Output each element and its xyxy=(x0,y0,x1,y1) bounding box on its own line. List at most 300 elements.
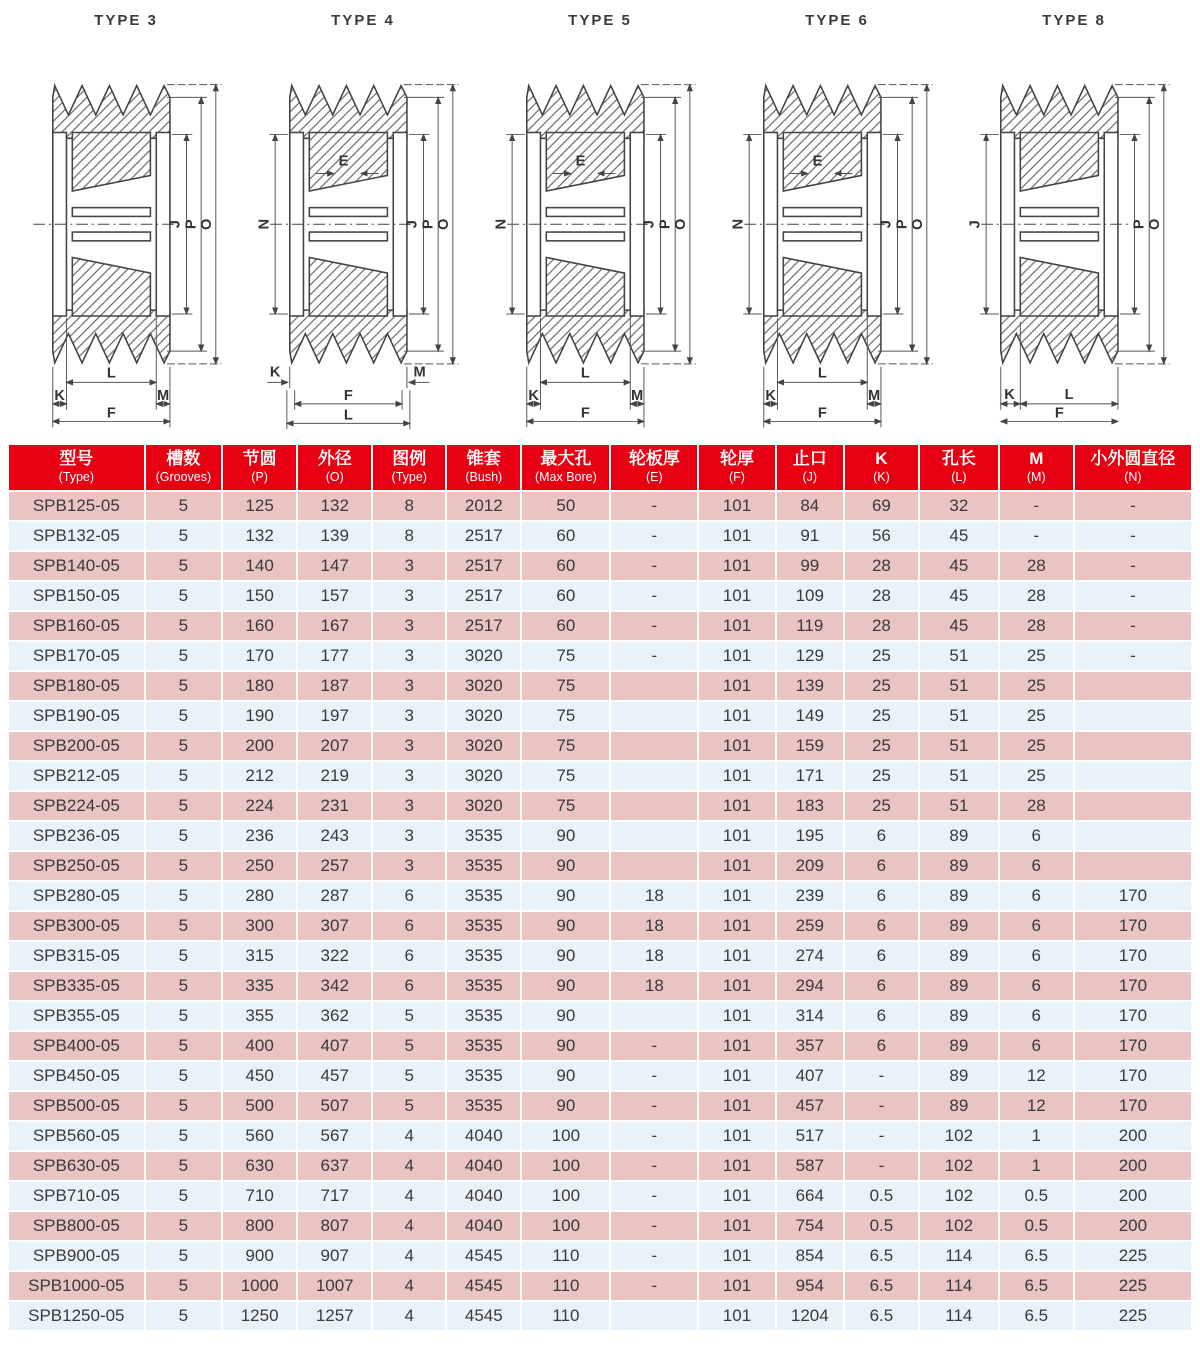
table-row xyxy=(9,762,1191,790)
cell-j: 754 xyxy=(777,1212,843,1240)
cell-model: SPB355-05 xyxy=(9,1002,144,1030)
cell-n: - xyxy=(1075,492,1191,520)
cell-bush: 3535 xyxy=(447,852,520,880)
cell-model: SPB500-05 xyxy=(9,1092,144,1120)
cell-bush: 4545 xyxy=(447,1272,520,1300)
cell-n: - xyxy=(1075,552,1191,580)
cell-f: 101 xyxy=(699,942,774,970)
cell-fig: 4 xyxy=(373,1122,445,1150)
diagram-type4 xyxy=(247,4,479,439)
col-header-e: 轮板厚 (E) xyxy=(611,445,697,490)
cell-p: 224 xyxy=(223,792,296,820)
cell-o: 231 xyxy=(298,792,371,820)
cell-j: 91 xyxy=(777,522,843,550)
svg-text:O: O xyxy=(435,218,452,230)
cell-f: 101 xyxy=(699,1212,774,1240)
cell-k: 56 xyxy=(845,522,918,550)
svg-text:M: M xyxy=(413,364,426,381)
table-row xyxy=(9,972,1191,1000)
cell-m: 25 xyxy=(1000,642,1073,670)
cell-bush: 3020 xyxy=(447,642,520,670)
cell-k: 25 xyxy=(845,642,918,670)
cell-n xyxy=(1075,672,1191,700)
cell-o: 287 xyxy=(298,882,371,910)
cell-p: 800 xyxy=(223,1212,296,1240)
cell-bush: 4545 xyxy=(447,1302,520,1330)
cell-e: - xyxy=(611,1212,697,1240)
cell-e xyxy=(611,702,697,730)
cell-model: SPB200-05 xyxy=(9,732,144,760)
cell-fig: 3 xyxy=(373,672,445,700)
cell-fig: 3 xyxy=(373,732,445,760)
svg-text:P: P xyxy=(183,219,200,230)
cell-k: 0.5 xyxy=(845,1182,918,1210)
table-row xyxy=(9,582,1191,610)
cell-bush: 3020 xyxy=(447,732,520,760)
cell-f: 101 xyxy=(699,792,774,820)
cell-bush: 4040 xyxy=(447,1122,520,1150)
cell-p: 212 xyxy=(223,762,296,790)
cell-n: 200 xyxy=(1075,1182,1191,1210)
cell-model: SPB180-05 xyxy=(9,672,144,700)
cell-e: - xyxy=(611,492,697,520)
cell-bush: 3535 xyxy=(447,972,520,1000)
cell-n: 170 xyxy=(1075,1092,1191,1120)
svg-text:L: L xyxy=(1064,386,1074,403)
cell-grooves: 5 xyxy=(146,852,221,880)
cell-f: 101 xyxy=(699,1002,774,1030)
cell-j: 357 xyxy=(777,1032,843,1060)
cell-l: 114 xyxy=(920,1242,998,1270)
table-row xyxy=(9,522,1191,550)
cell-f: 101 xyxy=(699,702,774,730)
cell-p: 150 xyxy=(223,582,296,610)
cell-max_bore: 60 xyxy=(522,522,609,550)
cell-grooves: 5 xyxy=(146,672,221,700)
svg-text:O: O xyxy=(1146,218,1163,230)
cell-l: 89 xyxy=(920,822,998,850)
cell-p: 140 xyxy=(223,552,296,580)
cell-e xyxy=(611,822,697,850)
diagram-title: TYPE 8 xyxy=(1042,12,1106,29)
cell-f: 101 xyxy=(699,1182,774,1210)
cell-m: 6 xyxy=(1000,912,1073,940)
diagram-title: TYPE 6 xyxy=(805,12,869,29)
cell-j: 84 xyxy=(777,492,843,520)
cell-k: 6.5 xyxy=(845,1302,918,1330)
cell-p: 200 xyxy=(223,732,296,760)
cell-grooves: 5 xyxy=(146,1092,221,1120)
cell-bush: 3020 xyxy=(447,792,520,820)
cell-fig: 4 xyxy=(373,1152,445,1180)
cell-m: - xyxy=(1000,522,1073,550)
cell-grooves: 5 xyxy=(146,762,221,790)
cell-p: 160 xyxy=(223,612,296,640)
cell-n: 200 xyxy=(1075,1212,1191,1240)
svg-text:P: P xyxy=(420,219,437,230)
diagram-type8 xyxy=(958,4,1190,439)
svg-text:J: J xyxy=(167,220,184,229)
cell-f: 101 xyxy=(699,912,774,940)
cell-fig: 4 xyxy=(373,1182,445,1210)
cell-j: 587 xyxy=(777,1152,843,1180)
svg-text:N: N xyxy=(730,218,747,230)
cell-f: 101 xyxy=(699,1302,774,1330)
cell-max_bore: 90 xyxy=(522,822,609,850)
cell-m: 0.5 xyxy=(1000,1212,1073,1240)
cell-m: 12 xyxy=(1000,1092,1073,1120)
table-row xyxy=(9,822,1191,850)
cell-f: 101 xyxy=(699,1032,774,1060)
cell-e: - xyxy=(611,522,697,550)
svg-text:K: K xyxy=(54,387,65,404)
cell-p: 125 xyxy=(223,492,296,520)
cell-model: SPB300-05 xyxy=(9,912,144,940)
cell-grooves: 5 xyxy=(146,912,221,940)
cell-model: SPB335-05 xyxy=(9,972,144,1000)
cell-grooves: 5 xyxy=(146,942,221,970)
cell-grooves: 5 xyxy=(146,702,221,730)
table-row xyxy=(9,1092,1191,1120)
cell-n: 170 xyxy=(1075,1032,1191,1060)
cell-o: 362 xyxy=(298,1002,371,1030)
svg-text:E: E xyxy=(338,153,349,170)
cell-fig: 3 xyxy=(373,642,445,670)
cell-k: 25 xyxy=(845,672,918,700)
cell-e xyxy=(611,852,697,880)
table-row xyxy=(9,1122,1191,1150)
cell-e: 18 xyxy=(611,942,697,970)
cell-m: 6 xyxy=(1000,972,1073,1000)
cell-j: 274 xyxy=(777,942,843,970)
cell-m: 25 xyxy=(1000,672,1073,700)
table-row xyxy=(9,732,1191,760)
cell-e: - xyxy=(611,1062,697,1090)
svg-text:P: P xyxy=(1131,219,1148,230)
cell-m: 12 xyxy=(1000,1062,1073,1090)
cell-grooves: 5 xyxy=(146,1242,221,1270)
pulley-drawing-type4 xyxy=(253,29,473,439)
cell-l: 51 xyxy=(920,762,998,790)
cell-model: SPB710-05 xyxy=(9,1182,144,1210)
cell-j: 954 xyxy=(777,1272,843,1300)
cell-max_bore: 110 xyxy=(522,1302,609,1330)
cell-model: SPB1000-05 xyxy=(9,1272,144,1300)
cell-model: SPB1250-05 xyxy=(9,1302,144,1330)
cell-f: 101 xyxy=(699,672,774,700)
cell-fig: 4 xyxy=(373,1302,445,1330)
cell-l: 89 xyxy=(920,972,998,1000)
table-row xyxy=(9,1062,1191,1090)
table-row xyxy=(9,702,1191,730)
cell-m: 1 xyxy=(1000,1152,1073,1180)
cell-bush: 3535 xyxy=(447,1062,520,1090)
cell-model: SPB212-05 xyxy=(9,762,144,790)
cell-max_bore: 75 xyxy=(522,792,609,820)
cell-e: - xyxy=(611,1182,697,1210)
cell-max_bore: 110 xyxy=(522,1272,609,1300)
svg-text:K: K xyxy=(528,387,539,404)
cell-e: - xyxy=(611,1122,697,1150)
col-header-pitch: 节圆 (P) xyxy=(223,445,296,490)
cell-e: - xyxy=(611,1092,697,1120)
cell-f: 101 xyxy=(699,492,774,520)
cell-p: 400 xyxy=(223,1032,296,1060)
cell-max_bore: 100 xyxy=(522,1152,609,1180)
cell-fig: 6 xyxy=(373,972,445,1000)
cell-model: SPB236-05 xyxy=(9,822,144,850)
cell-p: 710 xyxy=(223,1182,296,1210)
cell-l: 89 xyxy=(920,1062,998,1090)
table-row xyxy=(9,792,1191,820)
cell-j: 195 xyxy=(777,822,843,850)
cell-e: - xyxy=(611,1152,697,1180)
cell-max_bore: 75 xyxy=(522,762,609,790)
cell-k: 6 xyxy=(845,882,918,910)
cell-m: 6 xyxy=(1000,942,1073,970)
cell-f: 101 xyxy=(699,882,774,910)
cell-l: 89 xyxy=(920,1032,998,1060)
cell-j: 171 xyxy=(777,762,843,790)
col-header-j: 止口 (J) xyxy=(777,445,843,490)
cell-grooves: 5 xyxy=(146,1062,221,1090)
cell-model: SPB630-05 xyxy=(9,1152,144,1180)
table-row xyxy=(9,492,1191,520)
cell-bush: 4545 xyxy=(447,1242,520,1270)
svg-text:L: L xyxy=(343,407,353,424)
cell-k: - xyxy=(845,1152,918,1180)
cell-f: 101 xyxy=(699,1062,774,1090)
cell-k: 6 xyxy=(845,852,918,880)
cell-k: 6 xyxy=(845,972,918,1000)
svg-text:E: E xyxy=(575,153,586,170)
cell-bush: 3535 xyxy=(447,882,520,910)
cell-model: SPB150-05 xyxy=(9,582,144,610)
cell-grooves: 5 xyxy=(146,612,221,640)
cell-grooves: 5 xyxy=(146,1272,221,1300)
cell-l: 45 xyxy=(920,612,998,640)
cell-o: 717 xyxy=(298,1182,371,1210)
cell-model: SPB560-05 xyxy=(9,1122,144,1150)
diagram-title: TYPE 5 xyxy=(568,12,632,29)
cell-fig: 6 xyxy=(373,942,445,970)
cell-bush: 4040 xyxy=(447,1152,520,1180)
cell-model: SPB800-05 xyxy=(9,1212,144,1240)
cell-f: 101 xyxy=(699,642,774,670)
cell-bush: 3020 xyxy=(447,672,520,700)
cell-p: 560 xyxy=(223,1122,296,1150)
cell-j: 129 xyxy=(777,642,843,670)
cell-m: 6.5 xyxy=(1000,1302,1073,1330)
cell-fig: 4 xyxy=(373,1242,445,1270)
cell-bush: 3535 xyxy=(447,1032,520,1060)
cell-l: 89 xyxy=(920,882,998,910)
cell-m: 28 xyxy=(1000,792,1073,820)
cell-fig: 3 xyxy=(373,702,445,730)
cell-m: 6 xyxy=(1000,882,1073,910)
cell-n xyxy=(1075,762,1191,790)
cell-l: 89 xyxy=(920,1092,998,1120)
cell-fig: 4 xyxy=(373,1212,445,1240)
cell-fig: 6 xyxy=(373,912,445,940)
cell-n: 200 xyxy=(1075,1152,1191,1180)
cell-f: 101 xyxy=(699,1092,774,1120)
cell-l: 102 xyxy=(920,1122,998,1150)
cell-j: 314 xyxy=(777,1002,843,1030)
cell-p: 355 xyxy=(223,1002,296,1030)
svg-text:O: O xyxy=(672,218,689,230)
svg-text:K: K xyxy=(269,364,281,381)
cell-max_bore: 90 xyxy=(522,852,609,880)
cell-max_bore: 75 xyxy=(522,732,609,760)
cell-fig: 3 xyxy=(373,792,445,820)
cell-l: 89 xyxy=(920,942,998,970)
cell-bush: 2012 xyxy=(447,492,520,520)
svg-text:J: J xyxy=(404,220,421,229)
cell-k: - xyxy=(845,1062,918,1090)
cell-j: 854 xyxy=(777,1242,843,1270)
col-header-k: K (K) xyxy=(845,445,918,490)
cell-max_bore: 90 xyxy=(522,942,609,970)
svg-text:F: F xyxy=(817,405,827,422)
cell-f: 101 xyxy=(699,1242,774,1270)
cell-fig: 3 xyxy=(373,612,445,640)
cell-f: 101 xyxy=(699,552,774,580)
cell-model: SPB160-05 xyxy=(9,612,144,640)
cell-bush: 2517 xyxy=(447,552,520,580)
cell-fig: 3 xyxy=(373,582,445,610)
cell-j: 109 xyxy=(777,582,843,610)
cell-n: 225 xyxy=(1075,1302,1191,1330)
col-header-f: 轮厚 (F) xyxy=(699,445,774,490)
svg-text:L: L xyxy=(106,365,116,382)
svg-text:L: L xyxy=(817,365,827,382)
cell-k: 28 xyxy=(845,552,918,580)
cell-max_bore: 75 xyxy=(522,672,609,700)
svg-text:K: K xyxy=(1004,386,1015,403)
svg-text:J: J xyxy=(641,220,658,229)
cell-n: 170 xyxy=(1075,912,1191,940)
cell-grooves: 5 xyxy=(146,972,221,1000)
cell-o: 207 xyxy=(298,732,371,760)
cell-model: SPB280-05 xyxy=(9,882,144,910)
cell-max_bore: 90 xyxy=(522,1062,609,1090)
cell-o: 307 xyxy=(298,912,371,940)
svg-text:O: O xyxy=(909,218,926,230)
diagram-title: TYPE 4 xyxy=(331,12,395,29)
cell-model: SPB250-05 xyxy=(9,852,144,880)
table-row xyxy=(9,1152,1191,1180)
cell-m: 25 xyxy=(1000,702,1073,730)
cell-j: 139 xyxy=(777,672,843,700)
cell-m: 1 xyxy=(1000,1122,1073,1150)
cell-grooves: 5 xyxy=(146,732,221,760)
cell-o: 187 xyxy=(298,672,371,700)
cell-j: 259 xyxy=(777,912,843,940)
svg-text:P: P xyxy=(894,219,911,230)
diagram-type5 xyxy=(484,4,716,439)
cell-model: SPB450-05 xyxy=(9,1062,144,1090)
cell-model: SPB224-05 xyxy=(9,792,144,820)
cell-e: - xyxy=(611,1032,697,1060)
cell-j: 664 xyxy=(777,1182,843,1210)
diagram-type6 xyxy=(721,4,953,439)
col-header-bush: 锥套 (Bush) xyxy=(447,445,520,490)
cell-k: 0.5 xyxy=(845,1212,918,1240)
svg-text:M: M xyxy=(631,387,644,404)
cell-e: 18 xyxy=(611,972,697,1000)
cell-o: 219 xyxy=(298,762,371,790)
cell-k: 6 xyxy=(845,1002,918,1030)
cell-p: 132 xyxy=(223,522,296,550)
cell-o: 807 xyxy=(298,1212,371,1240)
cell-m: 0.5 xyxy=(1000,1182,1073,1210)
cell-j: 239 xyxy=(777,882,843,910)
table-row xyxy=(9,552,1191,580)
cell-model: SPB132-05 xyxy=(9,522,144,550)
cell-bush: 3020 xyxy=(447,762,520,790)
cell-m: 6 xyxy=(1000,1002,1073,1030)
cell-grooves: 5 xyxy=(146,822,221,850)
cell-p: 170 xyxy=(223,642,296,670)
cell-p: 1000 xyxy=(223,1272,296,1300)
cell-l: 89 xyxy=(920,912,998,940)
cell-grooves: 5 xyxy=(146,1002,221,1030)
cell-bush: 3535 xyxy=(447,1002,520,1030)
cell-fig: 3 xyxy=(373,552,445,580)
cell-f: 101 xyxy=(699,822,774,850)
table-row xyxy=(9,1272,1191,1300)
cell-grooves: 5 xyxy=(146,552,221,580)
table-row xyxy=(9,672,1191,700)
cell-max_bore: 60 xyxy=(522,612,609,640)
cell-f: 101 xyxy=(699,582,774,610)
cell-n: - xyxy=(1075,612,1191,640)
cell-n xyxy=(1075,732,1191,760)
cell-max_bore: 100 xyxy=(522,1182,609,1210)
cell-fig: 3 xyxy=(373,852,445,880)
table-row xyxy=(9,852,1191,880)
cell-o: 457 xyxy=(298,1062,371,1090)
cell-o: 243 xyxy=(298,822,371,850)
svg-text:E: E xyxy=(812,153,823,170)
cell-e: - xyxy=(611,1272,697,1300)
cell-p: 900 xyxy=(223,1242,296,1270)
cell-k: - xyxy=(845,1092,918,1120)
cell-k: 28 xyxy=(845,612,918,640)
svg-text:F: F xyxy=(580,405,590,422)
cell-l: 45 xyxy=(920,582,998,610)
cell-n xyxy=(1075,792,1191,820)
table-row xyxy=(9,912,1191,940)
cell-k: 28 xyxy=(845,582,918,610)
cell-l: 89 xyxy=(920,852,998,880)
table-row xyxy=(9,1242,1191,1270)
cell-model: SPB170-05 xyxy=(9,642,144,670)
cell-max_bore: 90 xyxy=(522,912,609,940)
cell-max_bore: 75 xyxy=(522,702,609,730)
cell-f: 101 xyxy=(699,732,774,760)
cell-max_bore: 50 xyxy=(522,492,609,520)
cell-j: 1204 xyxy=(777,1302,843,1330)
cell-l: 114 xyxy=(920,1302,998,1330)
cell-o: 147 xyxy=(298,552,371,580)
svg-text:N: N xyxy=(493,218,510,230)
pulley-drawing-type6 xyxy=(727,29,947,439)
cell-l: 51 xyxy=(920,792,998,820)
cell-k: 6.5 xyxy=(845,1272,918,1300)
cell-f: 101 xyxy=(699,762,774,790)
